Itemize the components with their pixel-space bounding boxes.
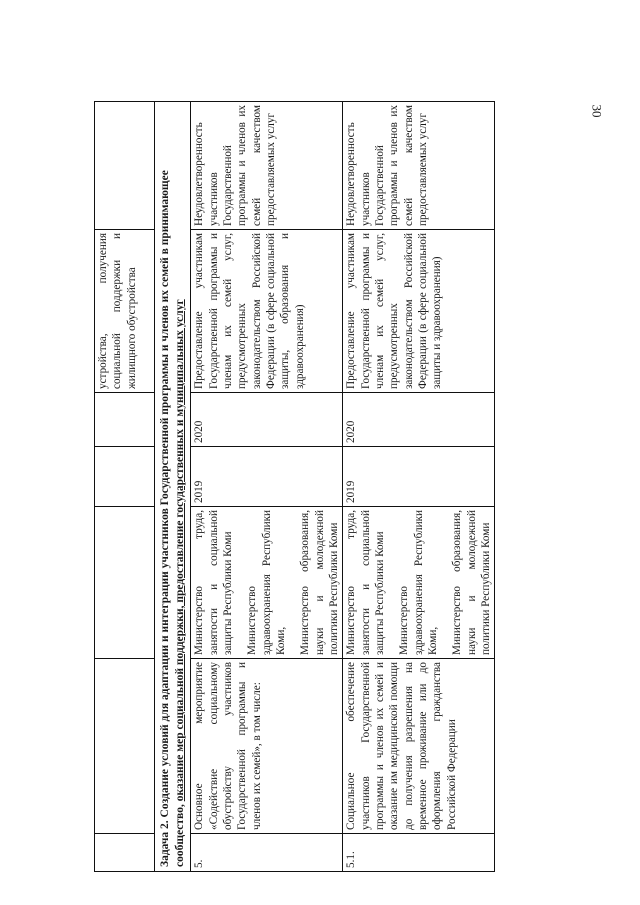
cell-executor [95,507,155,659]
cell-result: Предоставление участникам Государственной программы и членам их семей услуг, предусмотренных законодательством Российской Федерации (в сфере социальной защиты и здравоохранения) [343,230,495,393]
cell-end: 2020 [191,393,343,447]
table-row [191,102,343,872]
activities-table [94,101,495,872]
executor-2: Министерство здравоохранения Республики Коми, [398,510,440,655]
executor-1: Министерство труда, занятости и социальной защиты Республики Коми [193,510,235,655]
cell-end [95,393,155,447]
cell-consequence: Неудовлетворенность участников Государственной программы и членов их семей качеством предоставляемых услуг [343,102,495,230]
executor-2: Министерство здравоохранения Республики Коми, [246,510,288,655]
cell-name: Основное мероприятие «Содействие социальному обустройству участников Государственной программы и членов их семей», в том числе: [191,659,343,834]
cell-consequence: Неудовлетворенность участников Государственной программы и членов их семей качеством предоставляемых услуг [191,102,343,230]
task-heading [155,102,191,872]
cell-end: 2020 [343,393,495,447]
executor-1: Министерство труда, занятости и социальной защиты Республики Коми [345,510,387,655]
table-row [343,102,495,872]
cell-name [95,659,155,834]
cell-num [95,834,155,872]
task-heading-row [155,102,191,872]
cell-result: устройства, получения социальной поддержки и жилищного обустройства [95,230,155,393]
executor-3: Министерство образования, науки и молодежной политики Республики Коми [299,510,341,655]
cell-executor [191,507,343,659]
task-heading-line2: оказание мер социальной поддержки, предоставление государственных и муниципальных услуг [173,299,186,802]
page-number: 30 [589,104,605,118]
cell-name: Социальное обеспечение участников Государственной программы и членов их семей и оказание им медицинской помощи до получения разрешения на временное проживание или до оформления гражданства Российской Федерации [343,659,495,834]
rotated-table-wrapper [94,102,640,872]
cell-num: 5. [191,834,343,872]
cell-result: Предоставление участникам Государственной программы и членам их семей услуг, предусмотренных законодательством Российской Федерации (в сфере социальной защиты, образования и здравоохранения) [191,230,343,393]
cell-num: 5.1. [343,834,495,872]
cell-start [95,447,155,507]
executor-3: Министерство образования, науки и молодежной политики Республики Коми [451,510,493,655]
cell-start: 2019 [343,447,495,507]
table-row [95,102,155,872]
cell-consequence [95,102,155,230]
task-heading-line1: Задача 2. Создание условий для адаптации и интеграции участников Государственной программы и членов их семей в принимающее сообщество, [159,170,186,867]
cell-executor [343,507,495,659]
cell-start: 2019 [191,447,343,507]
